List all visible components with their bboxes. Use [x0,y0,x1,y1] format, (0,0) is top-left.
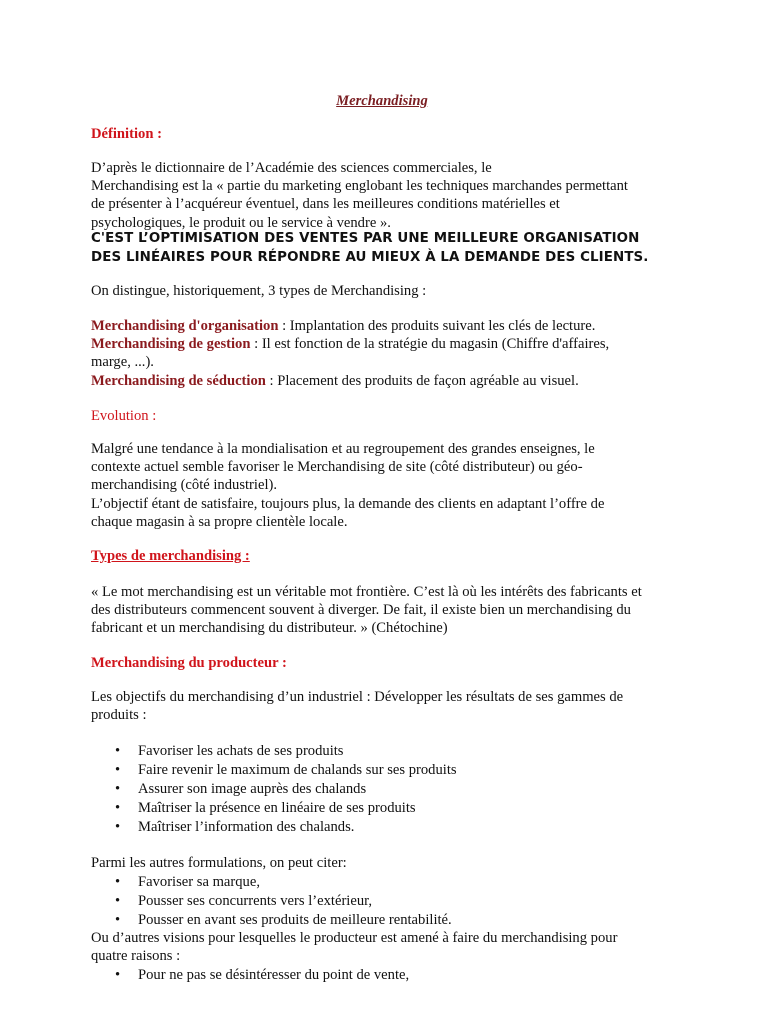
list-item: • Pousser en avant ses produits de meilleure rentabilité. [91,911,691,930]
types-merch-heading: Types de merchandising : [91,548,250,564]
document-title: Merchandising [336,93,428,109]
quote-line: « Le mot merchandising est un véritable mot frontière. C’est là où les intérêts des fabricants et [91,584,642,600]
producteur-intro-line: Les objectifs du merchandising d’un industriel : Développer les résultats de ses gammes de [91,689,624,705]
producteur-section [91,654,691,672]
evolution-text [91,440,691,531]
list-item: • Assurer son image auprès des chalands [91,780,691,799]
other-intro-text: Parmi les autres formulations, on peut citer: [91,855,347,871]
producteur-heading: Merchandising du producteur : [91,655,287,671]
list-item: • Favoriser sa marque, [91,873,691,892]
evolution-line: L’objectif étant de satisfaire, toujours plus, la demande des clients en adaptant l’offre de [91,495,605,512]
visions-text [91,929,691,965]
list-item: • Pour ne pas se désintéresser du point de vente, [91,966,691,985]
type-label: Merchandising de gestion [91,336,251,353]
definition-line: D’après le dictionnaire de l’Académie des sciences commerciales, le [91,160,492,176]
definition-emphasis [91,229,691,267]
definition-heading: Définition : [91,126,162,142]
list-item: • Pousser ses concurrents vers l’extérieur, [91,892,691,911]
reasons-list [91,966,691,985]
type-item-gestion [91,335,691,353]
type-label: Merchandising de séduction [91,372,266,389]
visions-line: quatre raisons : [91,948,181,965]
definition-line: psychologiques, le produit ou le service à vendre ». [91,214,391,231]
types-intro [91,282,691,300]
evolution-line: merchandising (côté industriel). [91,477,278,494]
types-merch-section [91,547,691,565]
list-item: • Maîtriser la présence en linéaire de ses produits [91,799,691,818]
other-list [91,873,691,930]
emphasis-line: C'EST L’OPTIMISATION DES VENTES PAR UNE MEILLEURE ORGANISATION [91,231,640,246]
list-item: • Favoriser les achats de ses produits [91,742,691,761]
definition-text [91,159,691,232]
list-item: • Maîtriser l’information des chalands. [91,818,691,837]
producteur-intro [91,688,691,724]
evolution-section [91,407,691,425]
objectives-list [91,742,691,837]
definition-line: de présenter à l’acquéreur éventuel, dans les meilleures conditions matérielles et [91,196,560,213]
type-text: : Implantation des produits suivant les clés de lecture. [278,318,596,334]
emphasis-line: DES LINÉAIRES POUR RÉPONDRE AU MIEUX À LA DEMANDE DES CLIENTS. [91,250,649,265]
types-intro-text: On distingue, historiquement, 3 types de Merchandising : [91,283,427,299]
type-text: : Il est fonction de la stratégie du magasin (Chiffre d'affaires, [250,336,610,353]
quote-line: fabricant et un merchandising du distributeur. » (Chétochine) [91,620,448,637]
types-merch-quote [91,583,691,638]
type-item-gestion-cont [91,353,691,371]
type-item-organisation [91,317,691,335]
type-text: marge, ...). [91,354,154,371]
list-item: • Faire revenir le maximum de chalands sur ses produits [91,761,691,780]
type-label: Merchandising d'organisation [91,318,279,334]
other-intro [91,854,691,872]
type-text: : Placement des produits de façon agréable au visuel. [265,372,579,389]
visions-line: Ou d’autres visions pour lesquelles le producteur est amené à faire du merchandising pour [91,930,618,946]
type-item-seduction [91,372,691,390]
evolution-line: chaque magasin à sa propre clientèle locale. [91,513,348,530]
producteur-intro-line: produits : [91,707,147,724]
evolution-line: Malgré une tendance à la mondialisation et au regroupement des grandes enseignes, le [91,441,595,457]
quote-line: des distributeurs commencent souvent à diverger. De fait, il existe bien un merchandising du [91,602,631,619]
evolution-line: contexte actuel semble favoriser le Merchandising de site (côté distributeur) ou géo- [91,459,583,476]
evolution-heading: Evolution : [91,408,157,424]
definition-line: Merchandising est la « partie du marketing englobant les techniques marchandes permettant [91,178,628,195]
types-list [91,317,691,390]
definition-section [91,125,691,143]
